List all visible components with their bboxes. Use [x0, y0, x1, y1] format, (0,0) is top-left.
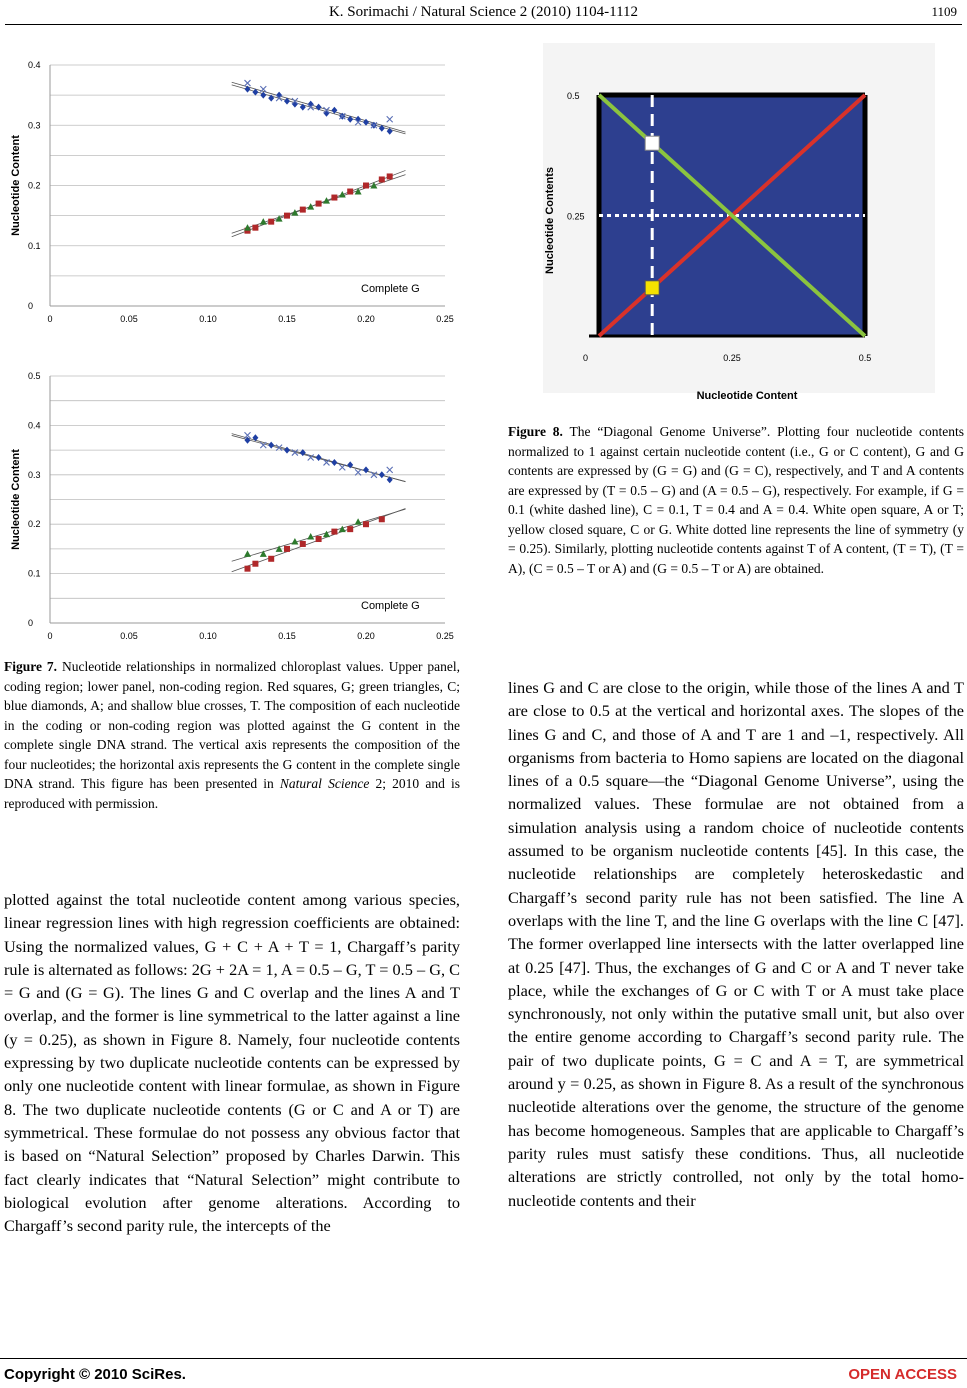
- data-point-C: [339, 191, 346, 198]
- data-point-A: [316, 454, 322, 461]
- data-point-A: [268, 442, 274, 449]
- data-point-A: [284, 447, 290, 454]
- data-point-G: [387, 173, 393, 179]
- x-tick-label: 0.10: [199, 631, 217, 641]
- figure-7-caption-journal: Natural Science: [279, 776, 370, 791]
- y-tick-label: 0.3: [28, 469, 41, 480]
- data-point-T: [260, 442, 266, 448]
- data-point-G: [379, 176, 385, 182]
- y-tick-label: 0.4: [28, 420, 41, 431]
- x-tick-label: 0.10: [199, 314, 217, 324]
- inset-label: Complete G: [361, 283, 420, 295]
- data-point-C: [307, 203, 314, 210]
- right-column-text: [508, 676, 964, 1212]
- data-point-G: [331, 529, 337, 535]
- y-axis-title: Nucleotide Contents: [544, 167, 556, 274]
- copyright-notice: Copyright © 2010 SciRes.: [4, 1366, 186, 1383]
- x-tick-label: 0.25: [436, 631, 454, 641]
- y-tick-label: 0.1: [28, 240, 41, 251]
- figure-7-caption-text-end: 2; 2010 and is reproduced with permission.: [4, 776, 461, 811]
- x-tick-label: 0: [47, 631, 53, 641]
- data-point-C: [355, 518, 362, 525]
- data-point-C: [244, 550, 251, 557]
- figure-7-caption: [4, 657, 460, 813]
- header-rule: [5, 24, 962, 25]
- page-number: 1109: [931, 4, 957, 19]
- data-point-G: [245, 566, 251, 572]
- running-title: K. Sorimachi / Natural Science 2 (2010) 1104-1112: [328, 4, 639, 20]
- figure-7-lower-plot: [5, 360, 465, 645]
- x-tick-label: 0.05: [120, 314, 138, 324]
- open-access-label: OPEN ACCESS: [848, 1366, 957, 1383]
- y-tick-label: 0: [583, 353, 589, 363]
- data-point-A: [331, 459, 337, 466]
- y-tick-label: 0.4: [28, 60, 41, 70]
- x-tick-label: 0.20: [357, 314, 375, 324]
- y-axis-title: Nucleotide Content: [10, 449, 22, 550]
- data-point-G: [379, 516, 385, 522]
- page-header: [0, 0, 967, 26]
- y-axis-title: Nucleotide Content: [10, 135, 22, 236]
- data-point-A: [387, 476, 393, 483]
- data-point-G: [300, 207, 306, 213]
- figure-7-caption-text: Nucleotide relationships in normalized chloroplast values. Upper panel, coding region; lower panel, non-coding region. Red squares, G; green triangles, C; blue diamonds, A; and shallow blue crosses, T. The composition of each nucleotide in the coding or non-coding region was plotted against the G content in the complete single DNA strand. The vertical axis represents the composition of the four nucleotides; the horizontal axis represents the G content in the complete single DNA strand. This figure has been presented in: [4, 659, 461, 791]
- yellow-closed-square: [645, 281, 659, 295]
- data-point-A: [245, 86, 251, 93]
- data-point-G: [284, 213, 290, 219]
- data-point-A: [363, 466, 369, 473]
- figure-7-caption-label: Figure 7.: [4, 659, 58, 674]
- x-tick-label: 0.25: [436, 314, 454, 324]
- x-tick-label: 0.5: [858, 353, 872, 363]
- data-point-G: [363, 521, 369, 527]
- x-tick-label: 0: [47, 314, 53, 324]
- white-open-square: [645, 136, 659, 150]
- data-point-G: [347, 189, 353, 195]
- data-point-G: [268, 556, 274, 562]
- y-tick-label: 0.25: [567, 211, 585, 222]
- y-tick-label: 0: [28, 301, 34, 311]
- figure-8-caption: [508, 422, 964, 578]
- y-tick-label: 0.2: [28, 519, 41, 530]
- x-tick-label: 0.15: [278, 631, 296, 641]
- data-point-G: [284, 546, 290, 552]
- data-point-G: [252, 561, 258, 567]
- figure-8-caption-label: Figure 8.: [508, 424, 563, 439]
- data-point-A: [252, 434, 258, 441]
- data-point-G: [268, 219, 274, 225]
- y-tick-label: 0: [28, 618, 34, 628]
- right-paragraph: lines G and C are close to the origin, while those of the lines A and T are close to 0.5 at the vertical and horizontal axes. The slopes of the lines G and C, and those of A and T are 1 and –1, respectively. All organisms from bacteria to Homo sapiens are located on the diagonal lines of a 0.5 square—the “Diagonal Genome Universe”, using the normalized values. These formulae are not obtained from a simulation analysis using a random choice of nucleotide contents assumed to be organism nucleotide contents [45]. In this case, the nucleotide relationships are completely heteroskedastic and Chargaff’s second parity rule has not been satisfied. The line A overlaps with the line T, and the line G overlaps with the line C [47]. The former overlapped line intersects with the latter overlapped line at 0.25 [47]. Thus, the exchanges of G and C or A and T never take place, while the exchanges of G or C with T or A must take place synchronously, not only within the putative small unit, but also over the entire genome according to Chargaff’s second parity rule. The pair of two duplicate points, G = C and A = T, are symmetrical around y = 0.25, as shown in Figure 8. As a result of the synchronous nucleotide alterations over the genome, the structure of the genome has become homogeneous. Samples that are applicable to Chargaff’s parity rules must satisfy these conditions. Thus, all nucleotide alterations are strictly controlled, not only by the total homo-nucleotide contents and their: [508, 678, 964, 1210]
- data-point-G: [316, 536, 322, 542]
- figure-8-plot: [535, 38, 935, 408]
- y-tick-label: 0.2: [28, 180, 41, 191]
- x-tick-label: 0.15: [278, 314, 296, 324]
- data-point-G: [363, 183, 369, 189]
- data-point-T: [245, 80, 251, 86]
- figure-7-upper-plot: [5, 40, 465, 330]
- left-column-text: [4, 888, 460, 1237]
- left-paragraph: plotted against the total nucleotide content among various species, linear regression lines with high regression coefficients are obtained: Using the normalized values, G + C + A + T = 1, Chargaff’s parity rule is alternated as follows: 2G + 2A = 1, A = 0.5 – G, T = 0.5 – G, C = G and (G = G). The lines G and C overlap and the lines A and T overlap, and the former is line symmetrical to the latter against a line (y = 0.25), as shown in Figure 8. Namely, four nucleotide contents expressing by two duplicate nucleotide contents can be expressed by only one nucleotide content with linear formulae, as shown in Figure 8. The two duplicate nucleotide contents (G or C and A or T) are symmetrical. These formulae do not possess any obvious factor that is based on “Natural Selection” proposed by Charles Darwin. This fact clearly indicates that “Natural Selection” might contribute to biological evolution after genome alterations. According to Chargaff’s second parity rule, the intercepts of the: [4, 890, 460, 1236]
- y-tick-label: 0.3: [28, 120, 41, 131]
- footer-rule: [0, 1358, 967, 1359]
- x-axis-title: Nucleotide Content: [696, 390, 798, 402]
- data-point-G: [331, 195, 337, 201]
- y-tick-label: 0.5: [567, 91, 580, 101]
- y-tick-label: 0.1: [28, 568, 41, 579]
- x-tick-label: 0.25: [723, 353, 741, 363]
- x-tick-label: 0.05: [120, 631, 138, 641]
- data-point-A: [260, 92, 266, 99]
- data-point-T: [387, 116, 393, 122]
- figure-8-caption-text: The “Diagonal Genome Universe”. Plotting four nucleotide contents normalized to 1 against certain nucleotide content (i.e., G or C content), G and G contents are expressed by (G = G) and (G = C), respectively, and T and A contents are expressed by (T = 0.5 – G) and (A = 0.5 – G), respectively. For example, if G = 0.1 (white dashed line), C = 0.1, T = 0.4 and A = 0.4. White open square, A or T; yellow closed square, C or G. White dotted line represents the line of symmetry (y = 0.25). Similarly, plotting nucleotide contents against T of A content, (T = T), (T = A), (C = 0.5 – T or A) and (G = 0.5 – T or A) are obtained.: [508, 424, 964, 576]
- data-point-G: [252, 225, 258, 231]
- x-tick-label: 0.20: [357, 631, 375, 641]
- data-point-C: [307, 533, 314, 540]
- data-point-T: [387, 467, 393, 473]
- data-point-G: [300, 541, 306, 547]
- data-point-G: [347, 526, 353, 532]
- data-point-G: [316, 201, 322, 207]
- inset-label: Complete G: [361, 600, 420, 612]
- y-tick-label: 0.5: [28, 371, 41, 381]
- data-point-T: [339, 464, 345, 470]
- data-point-A: [379, 471, 385, 478]
